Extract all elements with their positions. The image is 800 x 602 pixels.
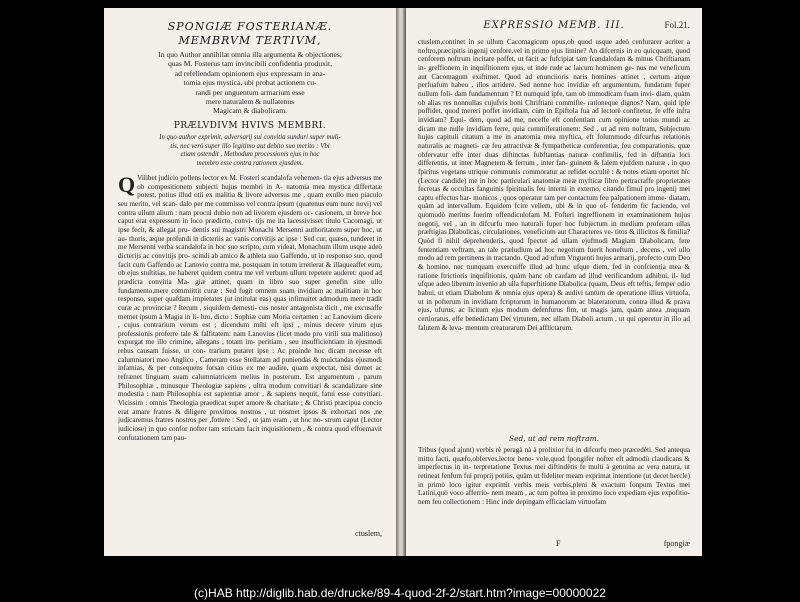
- summary-line: tomia ejus mystica, ubi probat actionem cu-: [183, 78, 317, 88]
- summary-line: In quo Author annihilat omnia illa argumenta & objectiones,: [158, 50, 342, 59]
- dropcap: Q: [118, 174, 136, 197]
- summary-line: Magicam & diabolicam.: [212, 106, 288, 116]
- right-page: [406, 8, 702, 556]
- prelude-line: tis, nec verò super illo legitimo aut debito suo merito : Vbi: [170, 142, 330, 150]
- summary-line: mere naturalem & nullatenus: [205, 97, 295, 107]
- prelude-summary: [120, 134, 380, 168]
- right-body-text: ctuslem,continet in se ullum Cacomagicum opus,ob quod usque adeò cenfurarer acriter a noftro,præcipitis ingenij cenfore,vel in primo ejus limine? An difcernis in eo quicquam, quod cenforem noftrum incitare poffet, ut facit ac fufcipiat tam fcandalofam & minus Chriftianam in- greffionem in inquifitionem ejus, ut inde rude ac laicum hominem ge- nus me veneficum aut Cacomagum exiftimet. Quod ad enunciioris naris homines attinet , certum atque perfuafum habeo , illos arridere. Sed nonne hoc invidiæ eft argumentum, fundatum fuper nullum foli- dam fundamentum ? Et numquid ipfe, tam ob immodicam fuam invi- diam, quàm ob alias res nonnullas cujufvis boni Chriftiani commifie- rationeque dignos? Nam, quid ipfe poffidet, quod mereri poffet invidiam, cùm in Epiftola fua ad lectorè confitetur, fe effe infra invidiam? Equi- dem, quod ad me, neceffe eft confentiam cum opinione totius mundi ac dicam me nulle invidiam ferre, quia commiferationem: Sed , ut ad rem noftram, Subjectum hujus capituli citatum a me in anatomia mea myftica, eft folummodo difcurfus relationis naturalis ac magneti- cæ feu attractivæ & fympatheticæ conferentiæ, feu comparationis, quæ obfervatur effe inter duas diftinctas fubftantias naturæ confimilis, fed in diftantia loci differentis, ut inter Magnetem & ferrum , inter fan- guinem & falem ejufdem naturæ , in quo fpiritus vegetans utrique communis commoratur ac refidet occultè : & notes etiam oportet hîc (Lector candide) me in hoc particulari anatomiæ meæ myfticæ libro pertractaffe proprietates fecretas & occultas fanguinis fpiritualis feu interni in externo, citando fimul pro ingenij mei captu effectus har- monicos , quos operatur tam per contactum feu palpationem imme- diatam, quàm ad intervallum. Equidem fcire vellem, ubi & in quo of- fenderim fic faciendo, vel quomodò meritus fuerim offendiculofam M. Fofteri ingreffionem in examinationem hujus negotij, vel , an in difcurfu meo naturali fuper hoc fubjectum in medium proferam ullas præftigias Diabolicas, circulationes, veneficium aut Characteres ve- titos & illicitos & fimilia? Quòd fi nihil deprehenderis, quod fpectet ad ullam ejufmodi Magiam Diabolicam, fere fententiam veftram, an tale præludium ad hoc negotium fuerit honeftum , decens , vel ullo modo ad rem pertinens in tractando. Quod ad ufum Vnguenti hujus armarij, profecto cum Deo & homine, nec nunquam exercuiffe illud ad hunc ufque diem, fed in confcientia mea & ratione ftrictioris inquifitionis, quàm hanc ob caufam ad illud verificandum adhibui, il- lud ufque adeo liberum invenio ab ulla fuperftitione Diabolica (quam, Deus eft teftis, femper odio habui, ut etiam Diabolum & omnia ejus opera) & audivi tantum de operatione illius virtuofa, ut in pofterum in invidiam fcriptorum in humanorum ac blateratorum, contra illud & prava ejus, ufurus, ac licitum ejus modum defenfurus fim, ut magis jam, quàm antea ,nuquam certioratus, effe benedictam Dei virtutem, nec ullam Diaboli actum , ut qui operetur in illo ad falutem & leva- mentum creaturarum Dei afflictarum.: [418, 38, 690, 332]
- left-running-title: SPONGIÆ FOSTERIANÆ.: [167, 20, 333, 33]
- left-catchword: ctuslem,: [355, 529, 382, 538]
- left-body: [118, 174, 382, 524]
- summary-line: ad refellendam opinionem ejus expressam in ana-: [174, 68, 326, 78]
- left-body-text: Vilibet judicio pollens lector ex M. Fosteri scandalofa vehemen- tia ejus adversus me ob compositionem subjecti hujus membri in A- natomia mea mystica differtatæ potest, potius illud otii ex malitia & livore adversus me , quam exullo meo piaculo seu merito, vel scan- dalo per me commisso vel contra ipsum (quatenus eum nunc novi) vel contra ullum alium : nam procul dubio non ad livorem ejusdem oc- casionem, ut breve hoc caput erat expressum in loco prædicto, convi- tijs me ita lacessivisset titulo Cacomagi, ut ipse fecit, & allegat pru- dentis sui magistri Monachi Mersenni authoritatem super hoc, ut au- thoris, æque profundi in dicteriis ac vanis convitijs ac ipse : Sed cur, quæso, tunderet in me Mersenni verba scandalofa in hoc suo scripto, cum videat, Monachum illum usque adeò dicterijs ac convitijs pro- scindi ab amico & athleta suo Gaffendo, ut in responso suo, quod facit cum Gaffendo ac Lanovio contra me, postquam in totum irretierat & illaqueaffet eum, ob ejus stultitias, ne haberet quidem contra me vel verbum ullum repetere auderet: quod ad prædicta convitia Ma- giæ attinet, quam in libro suo super genefin sine ullo fundamento,mere commiittit curæ : Sed fugit omnem suam invidiam ac malitiam in hoc responso, super quafdam impietates (ut intitulat eas) quas infimuitet admodum mere tradit curæ ac provinciæ ? Iterum , siquidem demesti- cus noster antagonista dicit , me excusaffe memet ipsum à Magia in li- bro, dicto : Sophiæ cum Moria certamen : ac Lanovium dicere , cujus contrarium verum est ; dicendum mihi eft ipsi , minus decere virum ejus professionis proferre tale & falfitatem: nam Lanovius (licet modo pro virili sua malitioso) expurgat me illo crimine, allegans , totam im- peritiam , seu insufficientiam in ejusmodi rebus causam fuisse, ut con- trarium putaret ipse : Ac proinde hoc dicam necesse eft calumniatori meo Anglico , Cameram esse Stellatam ad puniendas & mulctandas ejusmodi infamias, & per consequens forsan citius ex me audire, quam expectat, nisi domet ac refrænet linguam suam calumniatricem melius in posterum. Est argumentum , parum Philosophiæ , minusque Theologiæ sapiens , ultra modum convitiari & scandalizare sine modestia : nam Philosophia est sapientiæ amor , & sapiens nequit, fatui esse convitiari. Vicissim : omnis Theologia praedicat super amore & charitate ; & Christi præcipua concio erat amare fratres & diligere proximos nostros , ut nosmet ipsos & exhortari nos ,ne judicaremus fratres nostros per ,fottere : Sed , ut jam eram , ut hoc no- strum caput (Lector judiciose) in quo confor nofter tam strictam facit inquisitionem , & contra quod effoemavit confutationem tam pau-: [118, 174, 382, 442]
- summary-line: quas M. Fosterus tam invincibili confidentia produxit,: [167, 59, 333, 69]
- prelude-line: membro esse contra rationem ejusdem.: [196, 159, 304, 167]
- right-body: [418, 38, 690, 430]
- signature-mark: F: [556, 539, 561, 548]
- book-gutter: [396, 8, 406, 556]
- right-running-title: EXPRESSIO MEMB. III.: [483, 20, 625, 31]
- prelude-title: PRÆLVDIVM HVIVS MEMBRI.: [173, 121, 327, 131]
- folio-number: Fol.21.: [664, 20, 690, 30]
- left-page: [104, 8, 396, 556]
- right-catchword: fpongiæ: [663, 539, 690, 548]
- section-summary: [124, 50, 376, 116]
- copyright-footer: (c)HAB http://diglib.hab.de/drucke/89-4-quod-2f-2/start.htm?image=00000022: [194, 586, 606, 600]
- prelude-line: In quo author exprimit, adversarij sui convitia sunduri super muli-: [159, 134, 341, 141]
- summary-line: randi per unguentum armarium esse: [195, 87, 305, 97]
- prelude-line: etiam ostendit , Methodum processionis ejus in hoc: [180, 151, 320, 159]
- subsection-title: Sed, ut ad rem noftram.: [509, 434, 599, 443]
- right-body-2-text: Tribus (quod ajunt) verbis rè peragà nà à prolixior fui in difcurfu meo præcedèti. Sed antequa mitto facti, quæfo,obferves,lector bene- vole,quod fpongifer nofter eft admodù claudicans & imperfectus in in- terpretatione Textus mei diftindètis fe multi à genuina ac vera natura, ut retineat fenfum fui proprij potiùs, quàm ut fideliter meam exprimat intentione (ut decet hercle) in primò loco igitur exprimit verbis meis verbis,pleni & exactum fonpum Textus mei Latini,quò voco afferrio- nem meam , ac tum poftea in proximo loco expediam ejus expofitio- nem feu collectionem : Hinc inde depingam efficaciam virtuofam: [418, 446, 690, 506]
- right-body-2: [418, 446, 690, 534]
- section-title: MEMBRVM TERTIVM,: [178, 34, 322, 47]
